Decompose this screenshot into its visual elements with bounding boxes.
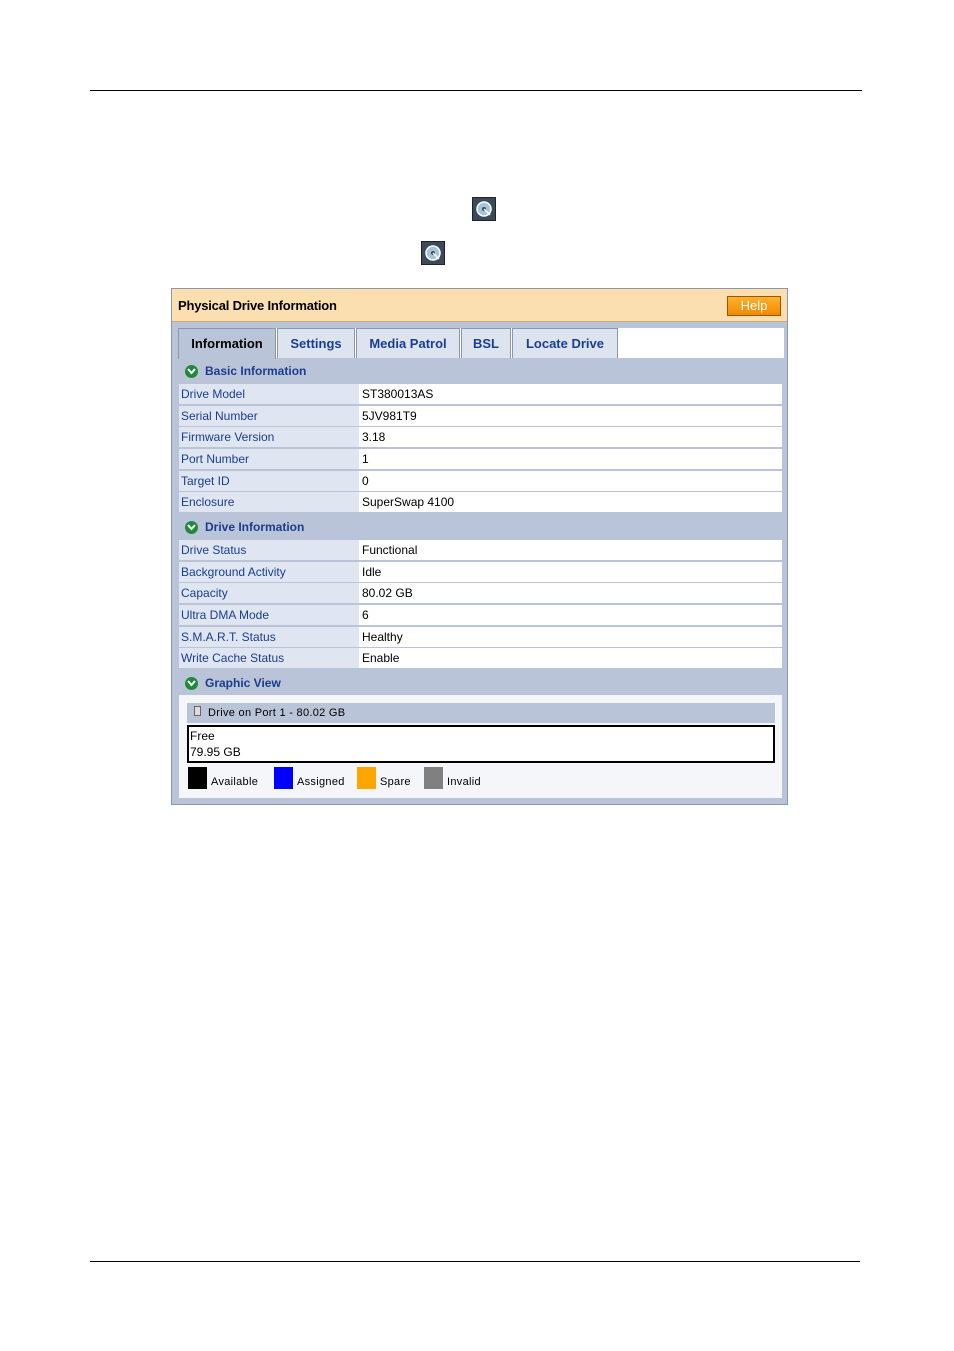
info-row	[179, 562, 782, 582]
physical-drive-panel	[171, 288, 788, 805]
panel-header	[172, 289, 787, 322]
info-row	[179, 492, 782, 512]
section-drive-information[interactable]	[178, 517, 783, 539]
info-row	[179, 384, 782, 404]
drive-bar	[187, 703, 775, 723]
row-label: Write Cache Status	[179, 648, 359, 668]
tab-media-patrol[interactable]: Media Patrol	[356, 328, 460, 358]
legend-label: Available	[211, 776, 259, 788]
chevron-down-icon	[185, 365, 198, 378]
row-value: 0	[362, 474, 369, 488]
row-label: Target ID	[179, 471, 359, 491]
row-value: Healthy	[362, 630, 403, 644]
chevron-down-icon	[185, 521, 198, 534]
info-row	[179, 406, 782, 426]
section-graphic-view[interactable]	[178, 673, 783, 695]
row-value: 80.02 GB	[362, 586, 413, 600]
legend-swatch	[424, 767, 443, 789]
row-label: Enclosure	[179, 492, 359, 512]
tab-settings[interactable]: Settings	[277, 328, 355, 358]
row-value: 3.18	[362, 430, 386, 444]
info-row	[179, 583, 782, 603]
free-space-block[interactable]	[187, 725, 775, 763]
row-value: 6	[362, 608, 369, 622]
section-title: Basic Information	[205, 364, 307, 378]
free-label: Free	[190, 729, 215, 743]
section-title: Drive Information	[205, 520, 305, 534]
info-row	[179, 627, 782, 647]
row-value: Enable	[362, 651, 400, 665]
legend-label: Spare	[380, 776, 411, 788]
info-row	[179, 449, 782, 469]
row-label: Drive Status	[179, 540, 359, 560]
drive-icon	[472, 197, 496, 221]
row-label: Capacity	[179, 583, 359, 603]
tab-information[interactable]: Information	[178, 328, 276, 359]
info-row	[179, 605, 782, 625]
row-value: SuperSwap 4100	[362, 495, 455, 509]
row-label: Firmware Version	[179, 427, 359, 447]
row-label: S.M.A.R.T. Status	[179, 627, 359, 647]
top-rule	[90, 90, 862, 91]
info-row	[179, 427, 782, 447]
drive-icon	[421, 241, 445, 265]
tab-bsl[interactable]: BSL	[461, 328, 511, 358]
graphic-view-box	[179, 695, 782, 798]
drive-mini-icon	[194, 706, 201, 716]
legend-label: Assigned	[297, 776, 345, 788]
row-value: ST380013AS	[362, 387, 434, 401]
bottom-rule	[90, 1261, 860, 1262]
legend-swatch	[274, 767, 293, 789]
legend-label: Invalid	[447, 776, 481, 788]
row-value: 5JV981T9	[362, 409, 417, 423]
info-row	[179, 471, 782, 491]
row-label: Drive Model	[179, 384, 359, 404]
info-row	[179, 540, 782, 560]
free-size: 79.95 GB	[190, 745, 241, 759]
legend-swatch	[188, 767, 207, 789]
section-basic-information[interactable]	[178, 361, 783, 383]
help-button[interactable]: Help	[727, 296, 781, 316]
tab-locate-drive[interactable]: Locate Drive	[512, 328, 618, 358]
chevron-down-icon	[185, 677, 198, 690]
panel-title: Physical Drive Information	[178, 298, 337, 313]
legend-swatch	[357, 767, 376, 789]
row-label: Background Activity	[179, 562, 359, 582]
row-value: 1	[362, 452, 369, 466]
tab-bar	[178, 328, 784, 358]
row-label: Ultra DMA Mode	[179, 605, 359, 625]
section-title: Graphic View	[205, 676, 281, 690]
row-value: Functional	[362, 543, 418, 557]
row-value: Idle	[362, 565, 382, 579]
drive-bar-label: Drive on Port 1 - 80.02 GB	[208, 707, 346, 719]
row-label: Serial Number	[179, 406, 359, 426]
info-row	[179, 648, 782, 668]
row-label: Port Number	[179, 449, 359, 469]
